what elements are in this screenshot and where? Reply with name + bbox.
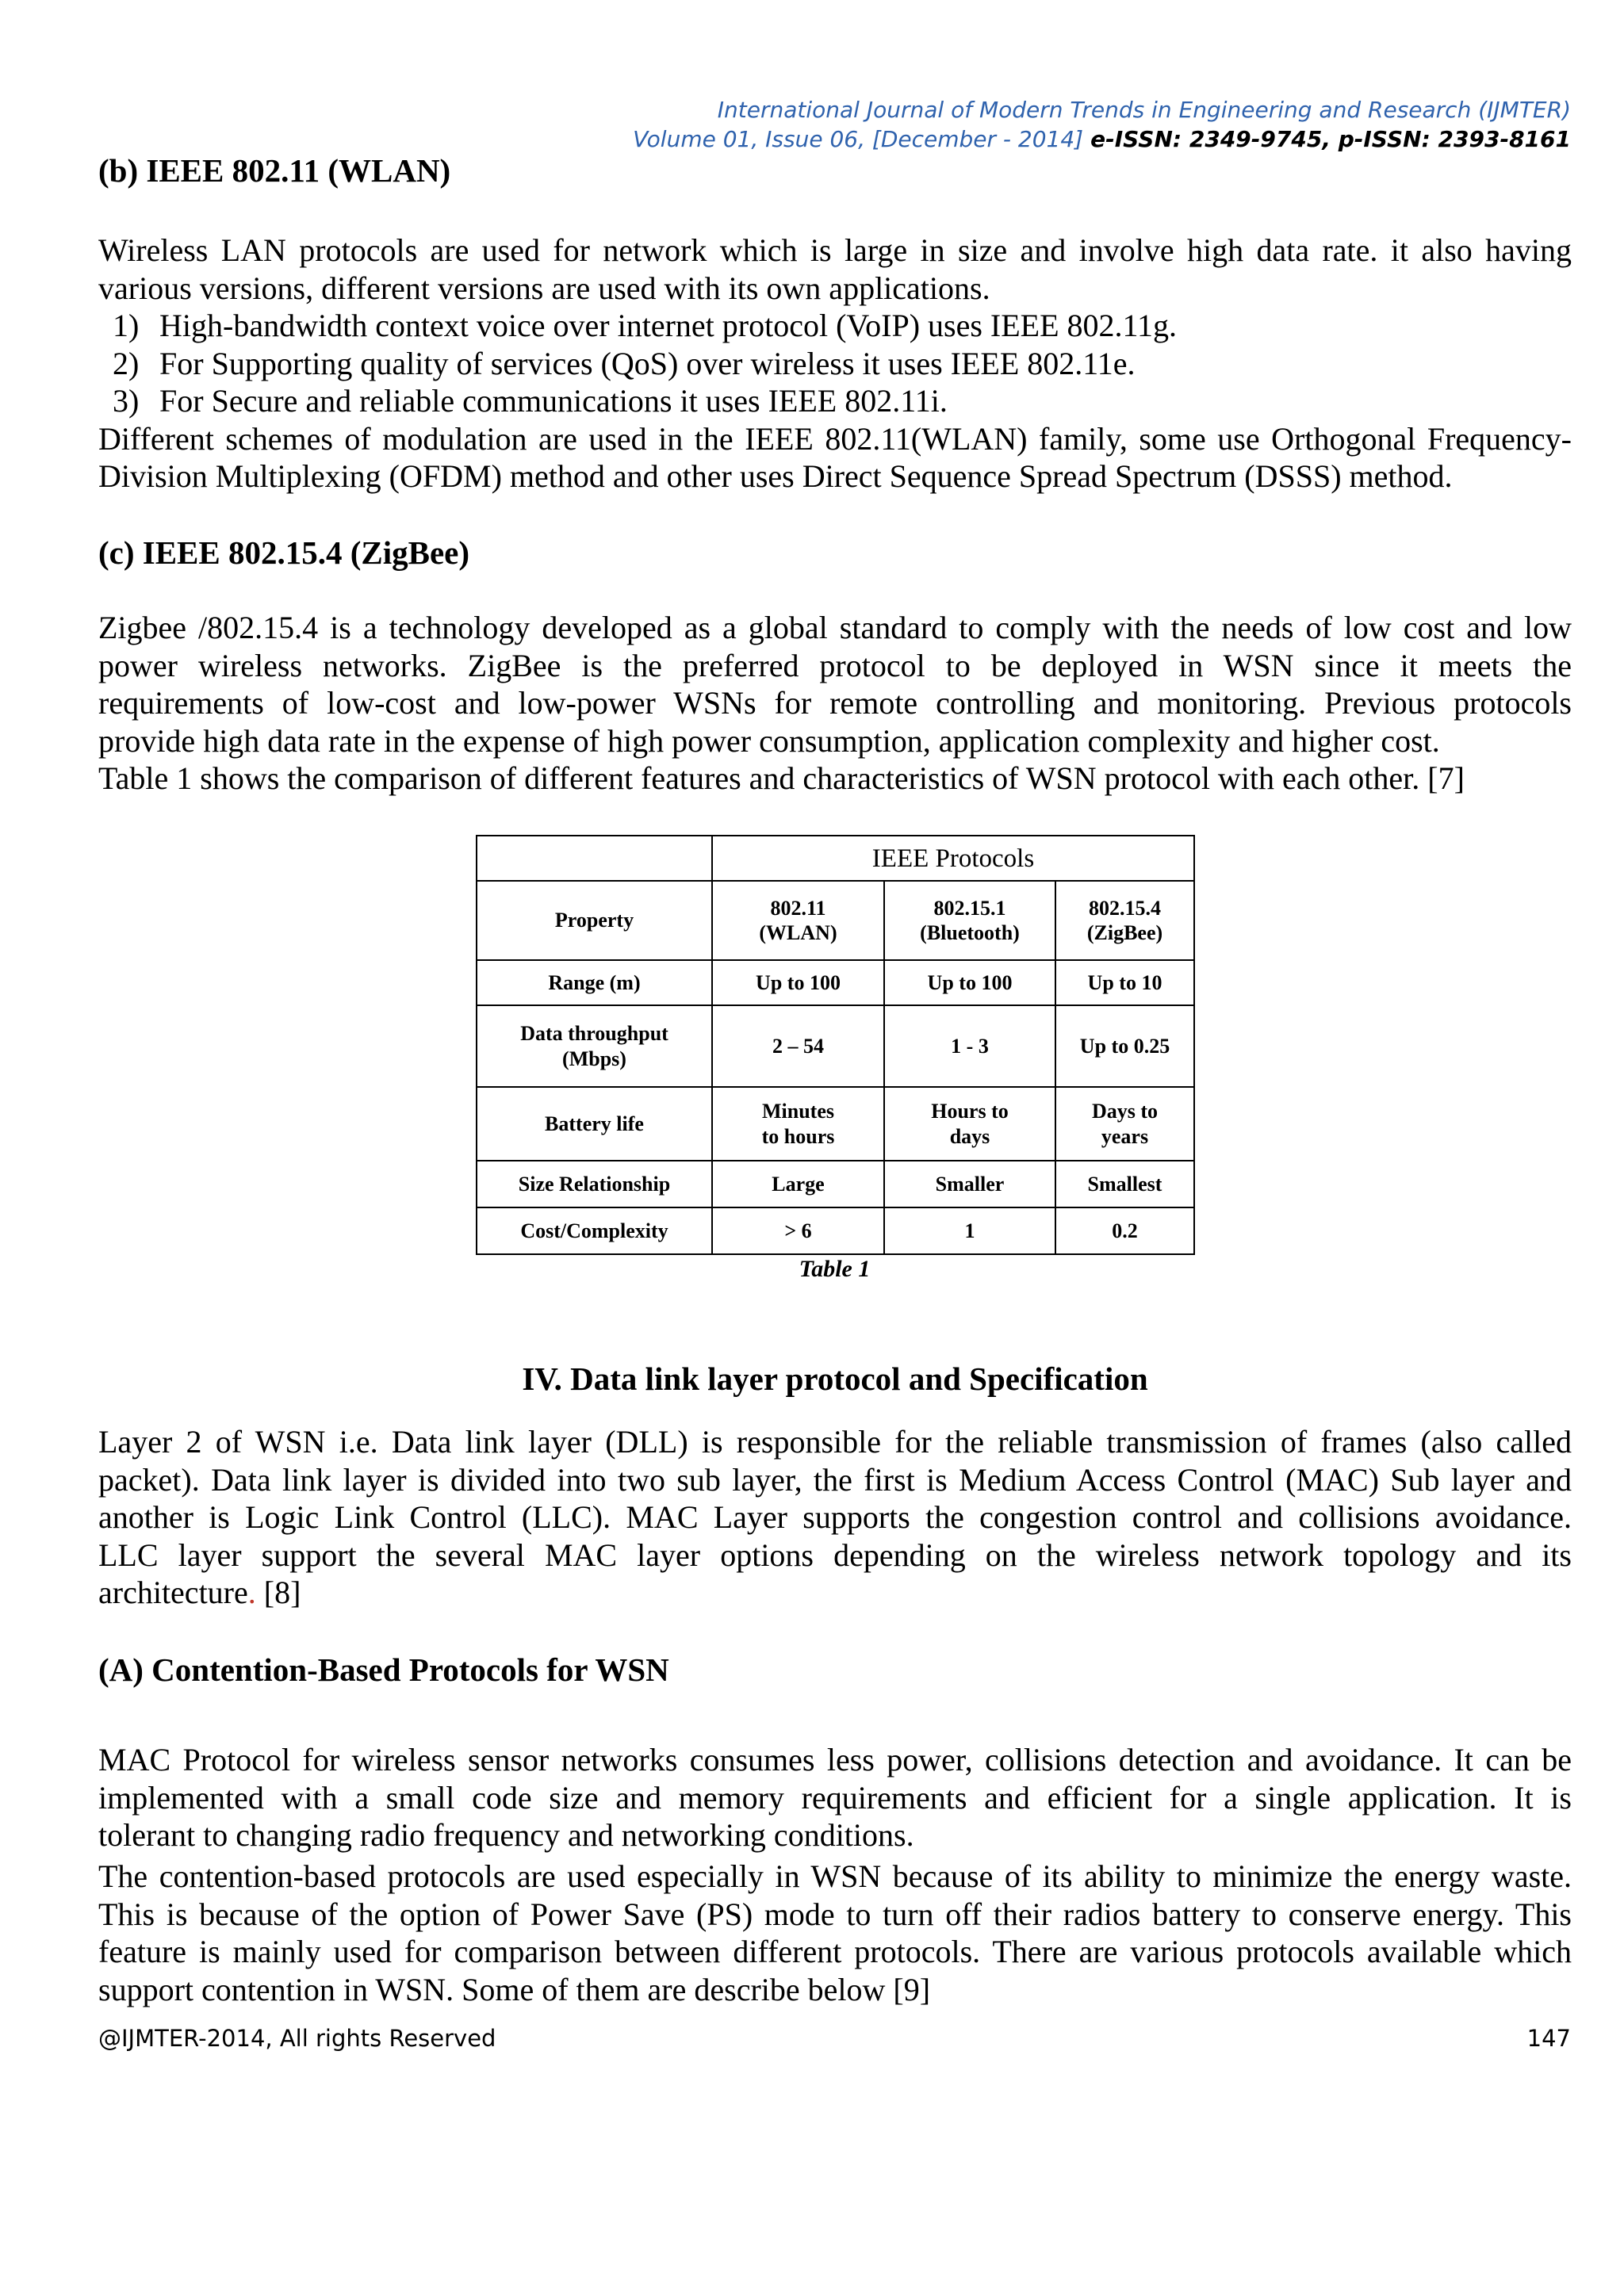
column-standard: 802.15.4 [1089, 897, 1161, 920]
table-row [477, 836, 1194, 881]
table-cell: Up to 100 [712, 960, 884, 1005]
paragraph-line: Division Multiplexing (OFDM) method and other uses Direct Sequence Spread Spectrum (DSSS) method. [98, 458, 1453, 494]
paragraph-line: Different schemes of modulation are used in the IEEE 802.11(WLAN) family, some use Orthogonal Frequency- [98, 420, 1572, 457]
table-property-cell: Data throughput (Mbps) [477, 1005, 712, 1087]
paragraph-line: This is because of the option of Power Save (PS) mode to turn off their radios battery to conserve energy. This [98, 1896, 1572, 1932]
paragraph-line: tolerant to changing radio frequency and networking conditions. [98, 1817, 914, 1853]
table-cell: 1 [884, 1207, 1055, 1254]
data-link-layer-text-block [98, 1423, 1572, 1612]
paragraph-line [98, 1574, 1572, 1612]
table-header-property: Property [477, 881, 712, 960]
table-header-row [477, 881, 1194, 960]
mac-text-block [98, 1741, 1572, 1854]
column-standard: 802.15.1 [933, 897, 1006, 920]
paragraph-line: Layer 2 of WSN i.e. Data link layer (DLL) is responsible for the reliable transmission of frames (also called [98, 1424, 1572, 1460]
paragraph-line: implemented with a small code size and memory requirements and efficient for a single application. It is [98, 1779, 1572, 1816]
list-number: 3) [113, 383, 140, 419]
paragraph-line: requirements of low-cost and low-power WSNs for remote controlling and monitoring. Previous protocols [98, 685, 1572, 721]
list-item [98, 307, 1572, 345]
table-header-wlan [712, 881, 884, 960]
table-intro-line: Table 1 shows the comparison of different features and characteristics of WSN protocol with each other. [7] [98, 760, 1465, 796]
paragraph-line: support contention in WSN. Some of them are describe below [9] [98, 1971, 931, 2007]
paragraph-line: various versions, different versions are used with its own applications. [98, 270, 990, 306]
table-group-header: IEEE Protocols [712, 836, 1194, 881]
table-cell: Days to years [1055, 1087, 1194, 1161]
reference-marker: [8] [255, 1575, 301, 1610]
table-property-cell: Cost/Complexity [477, 1207, 712, 1254]
page-number: 147 [1526, 2025, 1571, 2052]
wlan-text-block [98, 232, 1572, 496]
list-number: 1) [113, 308, 140, 343]
table-cell: 2 – 54 [712, 1005, 884, 1087]
table-cell: Minutes to hours [712, 1087, 884, 1161]
table-cell: Up to 0.25 [1055, 1005, 1194, 1087]
column-technology: (WLAN) [759, 921, 837, 944]
table-header-zigbee [1055, 881, 1194, 960]
table-cell: Hours to days [884, 1087, 1055, 1161]
table-cell: > 6 [712, 1207, 884, 1254]
table-row [477, 1161, 1194, 1207]
list-number: 2) [113, 345, 140, 381]
section-heading-wlan: (b) IEEE 802.11 (WLAN) [98, 152, 451, 189]
table-row [477, 1005, 1194, 1087]
table-caption: Table 1 [799, 1256, 871, 1282]
paragraph-line: packet). Data link layer is divided into two sub layer, the first is Medium Access Control (MAC) Sub layer and [98, 1461, 1572, 1498]
issn-numbers: e-ISSN: 2349-9745, p-ISSN: 2393-8161 [1090, 126, 1571, 152]
last-line-text: architecture [98, 1575, 248, 1610]
column-technology: (ZigBee) [1086, 921, 1163, 944]
list-text: High-bandwidth context voice over internet protocol (VoIP) uses IEEE 802.11g. [159, 308, 1178, 343]
table-row [477, 1207, 1194, 1254]
list-item [98, 345, 1572, 383]
highlighted-period: . [247, 1575, 256, 1610]
paragraph-line: another is Logic Link Control (LLC). MAC Layer supports the congestion control and collisions avoidance. [98, 1499, 1572, 1535]
table-property-cell: Range (m) [477, 960, 712, 1005]
list-text: For Supporting quality of services (QoS) over wireless it uses IEEE 802.11e. [159, 345, 1136, 381]
table-corner-cell [477, 836, 712, 881]
table-property-cell: Battery life [477, 1087, 712, 1161]
list-text: For Secure and reliable communications it uses IEEE 802.11i. [159, 383, 948, 419]
page-footer [98, 2024, 1571, 2053]
section-heading-zigbee: (c) IEEE 802.15.4 (ZigBee) [98, 534, 470, 571]
table-cell: Up to 10 [1055, 960, 1194, 1005]
table-cell: Smaller [884, 1161, 1055, 1207]
paragraph-line: Wireless LAN protocols are used for network which is large in size and involve high data rate. it also having [98, 232, 1572, 268]
column-standard: 802.11 [770, 897, 826, 920]
journal-issue-line [633, 124, 1571, 154]
table-row [477, 960, 1194, 1005]
table-cell: 1 - 3 [884, 1005, 1055, 1087]
table-cell: Up to 100 [884, 960, 1055, 1005]
journal-title: International Journal of Modern Trends in Engineering and Research (IJMTER) [717, 97, 1571, 123]
table-cell: 0.2 [1055, 1207, 1194, 1254]
section-heading-data-link-layer: IV. Data link layer protocol and Specification [522, 1360, 1148, 1397]
table-row [477, 1087, 1194, 1161]
table-cell: Large [712, 1161, 884, 1207]
paragraph-line: Zigbee /802.15.4 is a technology developed as a global standard to comply with the needs of low cost and low [98, 610, 1572, 645]
copyright-notice: @IJMTER-2014, All rights Reserved [98, 2025, 496, 2052]
table-property-cell: Size Relationship [477, 1161, 712, 1207]
paragraph-line: provide high data rate in the expense of high power consumption, application complexity and higher cost. [98, 722, 1440, 759]
section-heading-contention: (A) Contention-Based Protocols for WSN [98, 1651, 669, 1688]
paragraph-line: MAC Protocol for wireless sensor networks consumes less power, collisions detection and avoidance. It can be [98, 1742, 1572, 1777]
zigbee-text-block [98, 609, 1572, 798]
contention-text-block [98, 1858, 1572, 2008]
volume-issue: Volume 01, Issue 06, [December - 2014] [633, 126, 1084, 152]
table-header-bluetooth [884, 881, 1055, 960]
paragraph-line: feature is mainly used for comparison between different protocols. There are various protocols available which [98, 1934, 1572, 1969]
paragraph-line: LLC layer support the several MAC layer options depending on the wireless network topology and its [98, 1536, 1572, 1573]
list-item [98, 382, 1572, 420]
column-technology: (Bluetooth) [920, 921, 1020, 944]
protocol-comparison-table [476, 835, 1195, 1255]
paragraph-line: The contention-based protocols are used especially in WSN because of its ability to minimize the energy waste. [98, 1858, 1572, 1894]
running-header [633, 95, 1571, 154]
table-cell: Smallest [1055, 1161, 1194, 1207]
paragraph-line: power wireless networks. ZigBee is the preferred protocol to be deployed in WSN since it meets the [98, 647, 1572, 683]
